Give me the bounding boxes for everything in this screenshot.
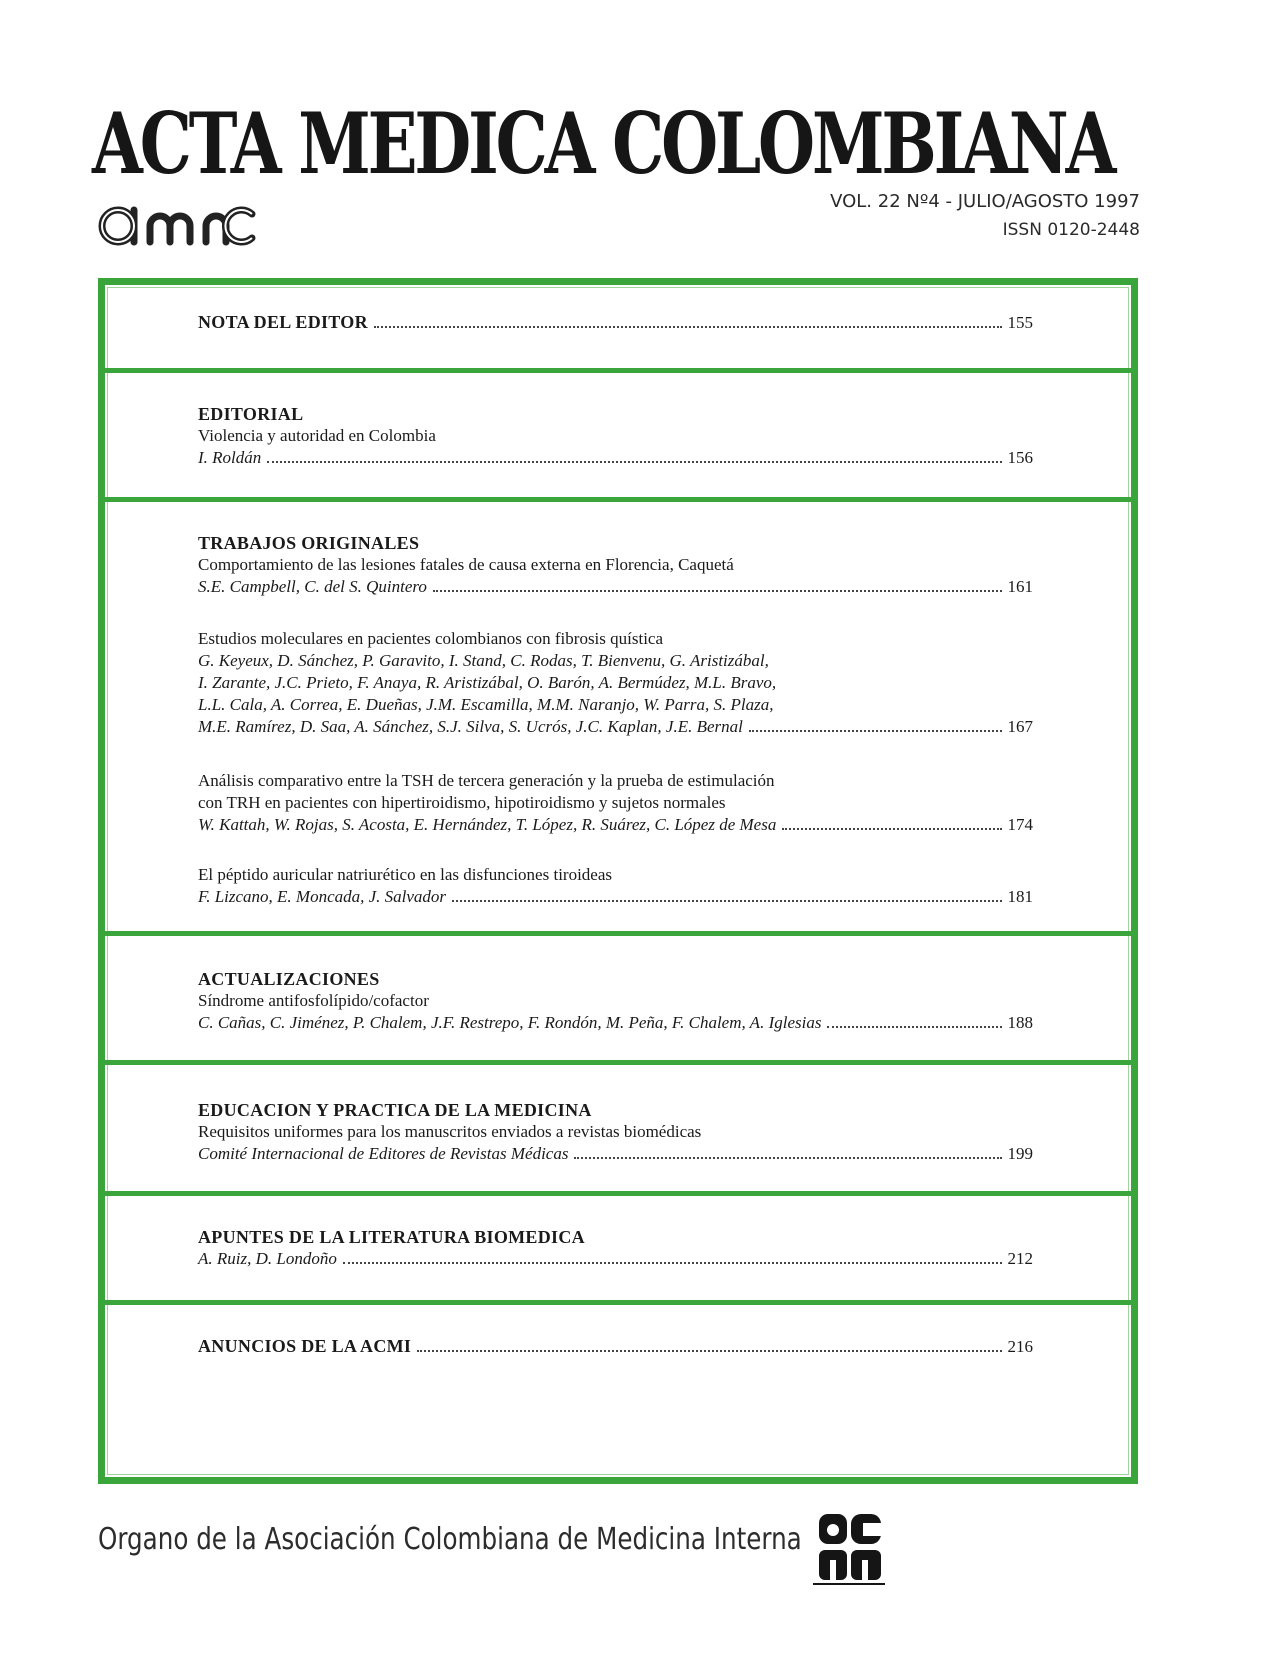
toc-entry[interactable] — [198, 1248, 1033, 1270]
article-authors: Comité Internacional de Editores de Revistas Médicas — [198, 1144, 569, 1163]
page-number: 156 — [1007, 448, 1033, 467]
section-heading: TRABAJOS ORIGINALES — [198, 533, 420, 553]
page-number: 174 — [1007, 815, 1033, 834]
article-authors: A. Ruiz, D. Londoño — [198, 1249, 337, 1268]
section-trabajos-originales — [105, 497, 1131, 937]
toc-entry[interactable] — [198, 1143, 1033, 1165]
toc-entry[interactable] — [198, 716, 1033, 738]
section-heading: NOTA DEL EDITOR — [198, 312, 368, 332]
footer-organ-text: Organo de la Asociación Colombiana de Medicina Interna — [98, 1522, 802, 1557]
page-number: 181 — [1007, 887, 1033, 906]
section-heading: APUNTES DE LA LITERATURA BIOMEDICA — [198, 1227, 585, 1247]
page-number: 199 — [1007, 1144, 1033, 1163]
section-apuntes — [105, 1191, 1131, 1306]
dot-leader — [782, 828, 1001, 830]
section-heading: EDITORIAL — [198, 404, 304, 424]
article-authors: W. Kattah, W. Rojas, S. Acosta, E. Hernández, T. López, R. Suárez, C. López de Mesa — [198, 815, 777, 834]
volume-issue: VOL. 22 Nº4 - JULIO/AGOSTO 1997 — [830, 191, 1140, 212]
article-authors: G. Keyeux, D. Sánchez, P. Garavito, I. Stand, C. Rodas, T. Bienvenu, G. Aristizábal, — [198, 651, 769, 670]
section-educacion-y-practica — [105, 1060, 1131, 1197]
dot-leader — [343, 1262, 1002, 1264]
toc-entry[interactable] — [198, 576, 1033, 598]
section-heading: EDUCACION Y PRACTICA DE LA MEDICINA — [198, 1100, 592, 1120]
toc-entry[interactable] — [198, 447, 1033, 469]
article-authors: C. Cañas, C. Jiménez, P. Chalem, J.F. Restrepo, F. Rondón, M. Peña, F. Chalem, A. Iglesias — [198, 1013, 822, 1032]
section-editorial — [105, 368, 1131, 503]
article-authors: L.L. Cala, A. Correa, E. Dueñas, J.M. Escamilla, M.M. Naranjo, W. Parra, S. Plaza, — [198, 695, 774, 714]
amc-logo — [96, 196, 256, 250]
article-title[interactable]: Violencia y autoridad en Colombia — [198, 426, 436, 445]
page-number: 212 — [1007, 1249, 1033, 1268]
toc-entry[interactable] — [198, 886, 1033, 908]
article-title[interactable]: con TRH en pacientes con hipertiroidismo, hipotiroidismo y sujetos normales — [198, 793, 726, 812]
article-title[interactable]: Síndrome antifosfolípido/cofactor — [198, 991, 429, 1010]
dot-leader — [452, 900, 1001, 902]
issn: ISSN 0120-2448 — [1002, 220, 1140, 240]
article-title[interactable]: Análisis comparativo entre la TSH de tercera generación y la prueba de estimulación — [198, 771, 775, 790]
article-authors: S.E. Campbell, C. del S. Quintero — [198, 577, 427, 596]
acmi-logo — [813, 1510, 885, 1586]
dot-leader — [749, 730, 1002, 732]
toc-entry[interactable] — [198, 1012, 1033, 1034]
article-title[interactable]: Estudios moleculares en pacientes colombianos con fibrosis quística — [198, 629, 664, 648]
page-number: 167 — [1007, 717, 1033, 736]
article-authors: I. Roldán — [198, 448, 262, 467]
section-heading: ACTUALIZACIONES — [198, 969, 380, 989]
table-of-contents — [98, 278, 1138, 1484]
article-title[interactable]: Comportamiento de las lesiones fatales de causa externa en Florencia, Caquetá — [198, 555, 734, 574]
article-authors: F. Lizcano, E. Moncada, J. Salvador — [198, 887, 447, 906]
section-anuncios — [105, 1300, 1131, 1485]
page-number: 155 — [1007, 313, 1033, 332]
article-title[interactable]: Requisitos uniformes para los manuscritos enviados a revistas biomédicas — [198, 1122, 702, 1141]
section-actualizaciones — [105, 931, 1131, 1066]
article-title[interactable]: El péptido auricular natriurético en las disfunciones tiroideas — [198, 865, 613, 884]
page-number: 161 — [1007, 577, 1033, 596]
toc-entry[interactable] — [198, 814, 1033, 836]
article-authors: I. Zarante, J.C. Prieto, F. Anaya, R. Aristizábal, O. Barón, A. Bermúdez, M.L. Bravo, — [198, 673, 777, 692]
page-number: 188 — [1007, 1013, 1033, 1032]
dot-leader — [433, 590, 1002, 592]
toc-entry[interactable] — [198, 1335, 1033, 1357]
dot-leader — [827, 1026, 1001, 1028]
dot-leader — [267, 461, 1001, 463]
section-nota-del-editor — [105, 285, 1131, 371]
dot-leader — [374, 326, 1002, 328]
journal-title: ACTA MEDICA COLOMBIANA — [92, 94, 1114, 193]
dot-leader — [574, 1157, 1001, 1159]
section-heading: ANUNCIOS DE LA ACMI — [198, 1336, 412, 1356]
page-number: 216 — [1007, 1337, 1033, 1356]
dot-leader — [417, 1350, 1001, 1352]
toc-entry[interactable] — [198, 311, 1033, 333]
article-authors: M.E. Ramírez, D. Saa, A. Sánchez, S.J. Silva, S. Ucrós, J.C. Kaplan, J.E. Bernal — [198, 717, 743, 736]
